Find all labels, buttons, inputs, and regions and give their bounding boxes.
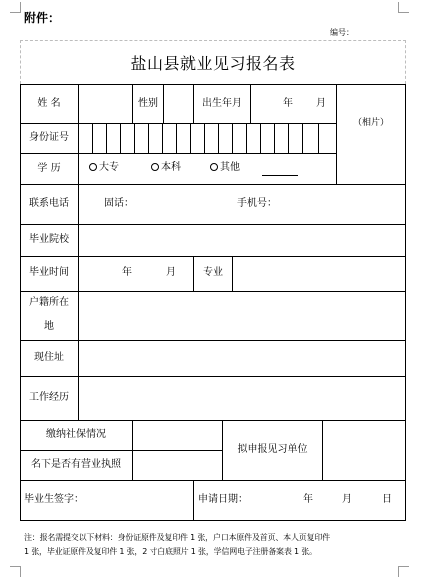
note-line-1: 注：报名需提交以下材料：身份证原件及复印件 1 张，户口本原件及首页、本人页复印件 xyxy=(24,533,330,542)
apply-day-unit: 日 xyxy=(382,494,392,505)
intended-unit-label: 拟申报见习单位 xyxy=(237,444,308,455)
grad-month-unit: 月 xyxy=(166,267,176,278)
major-input[interactable] xyxy=(233,257,405,291)
social-security-label: 缴纳社保情况 xyxy=(46,429,106,440)
business-license-label: 名下是否有营业执照 xyxy=(31,459,121,470)
grad-time-input[interactable] xyxy=(79,257,193,291)
id-number-input[interactable] xyxy=(79,124,336,153)
radio-icon xyxy=(89,163,97,171)
birth-month-unit: 月 xyxy=(316,98,326,109)
signature-input[interactable] xyxy=(85,484,189,516)
landline-input[interactable] xyxy=(135,190,225,218)
serial-number-label: 编号： xyxy=(330,28,354,37)
page-title: 盐山县就业见习报名表 xyxy=(130,54,296,73)
photo-label: （相片） xyxy=(352,118,389,128)
mobile-label: 手机号： xyxy=(237,198,277,209)
vline-r12 xyxy=(193,480,194,520)
grad-year-unit: 年 xyxy=(122,267,132,278)
hline-row2 xyxy=(20,153,336,154)
apply-year-unit: 年 xyxy=(303,494,313,505)
address-label: 现住址 xyxy=(34,352,64,363)
work-history-label: 工作经历 xyxy=(29,392,69,403)
education-option-other[interactable]: 其他 xyxy=(210,163,240,173)
social-security-input[interactable] xyxy=(133,421,222,450)
business-license-input[interactable] xyxy=(133,451,222,480)
intended-unit-input[interactable] xyxy=(323,421,405,480)
hukou-label-line1: 户籍所在 xyxy=(29,297,69,308)
gender-label: 性别 xyxy=(138,98,158,109)
education-option-bachelor[interactable]: 本科 xyxy=(151,163,181,173)
hline-row11 xyxy=(20,480,406,481)
gender-input[interactable] xyxy=(164,85,193,123)
education-label: 学 历 xyxy=(37,163,61,174)
major-label: 专业 xyxy=(203,267,223,278)
birth-input[interactable] xyxy=(251,85,336,123)
hukou-label-line2: 地 xyxy=(44,321,54,332)
radio-icon xyxy=(210,163,218,171)
school-input[interactable] xyxy=(79,225,405,256)
corner-mark-top-right xyxy=(398,2,409,13)
title-frame-top xyxy=(20,40,406,41)
address-input[interactable] xyxy=(79,341,405,376)
landline-label: 固话： xyxy=(104,198,134,209)
corner-mark-top-left xyxy=(10,2,21,13)
education-other-underline xyxy=(262,175,298,176)
birth-label: 出生年月 xyxy=(202,98,242,109)
work-history-input[interactable] xyxy=(79,377,405,420)
education-option-college[interactable]: 大专 xyxy=(89,163,119,173)
school-label: 毕业院校 xyxy=(29,234,69,245)
corner-mark-bottom-left xyxy=(10,566,21,577)
apply-date-input[interactable] xyxy=(250,484,400,516)
apply-date-label: 申请日期： xyxy=(198,494,248,505)
photo-box[interactable] xyxy=(337,85,405,184)
corner-mark-bottom-right xyxy=(398,566,409,577)
mobile-input[interactable] xyxy=(280,190,400,218)
hukou-input[interactable] xyxy=(79,292,405,340)
name-label: 姓 名 xyxy=(37,98,61,109)
grad-time-label: 毕业时间 xyxy=(29,267,69,278)
birth-year-unit: 年 xyxy=(283,98,293,109)
signature-label: 毕业生签字： xyxy=(24,494,84,505)
id-label: 身份证号 xyxy=(29,132,69,143)
attachment-label: 附件： xyxy=(24,11,61,25)
name-input[interactable] xyxy=(79,85,132,123)
hline-bottom xyxy=(20,520,406,521)
apply-month-unit: 月 xyxy=(342,494,352,505)
note-line-2: 1 张，毕业证原件及复印件 1 张，2 寸白底照片 1 张，学信网电子注册备案表 1 张。 xyxy=(24,547,317,556)
radio-icon xyxy=(151,163,159,171)
contact-label: 联系电话 xyxy=(29,198,69,209)
vline-right xyxy=(405,84,406,521)
